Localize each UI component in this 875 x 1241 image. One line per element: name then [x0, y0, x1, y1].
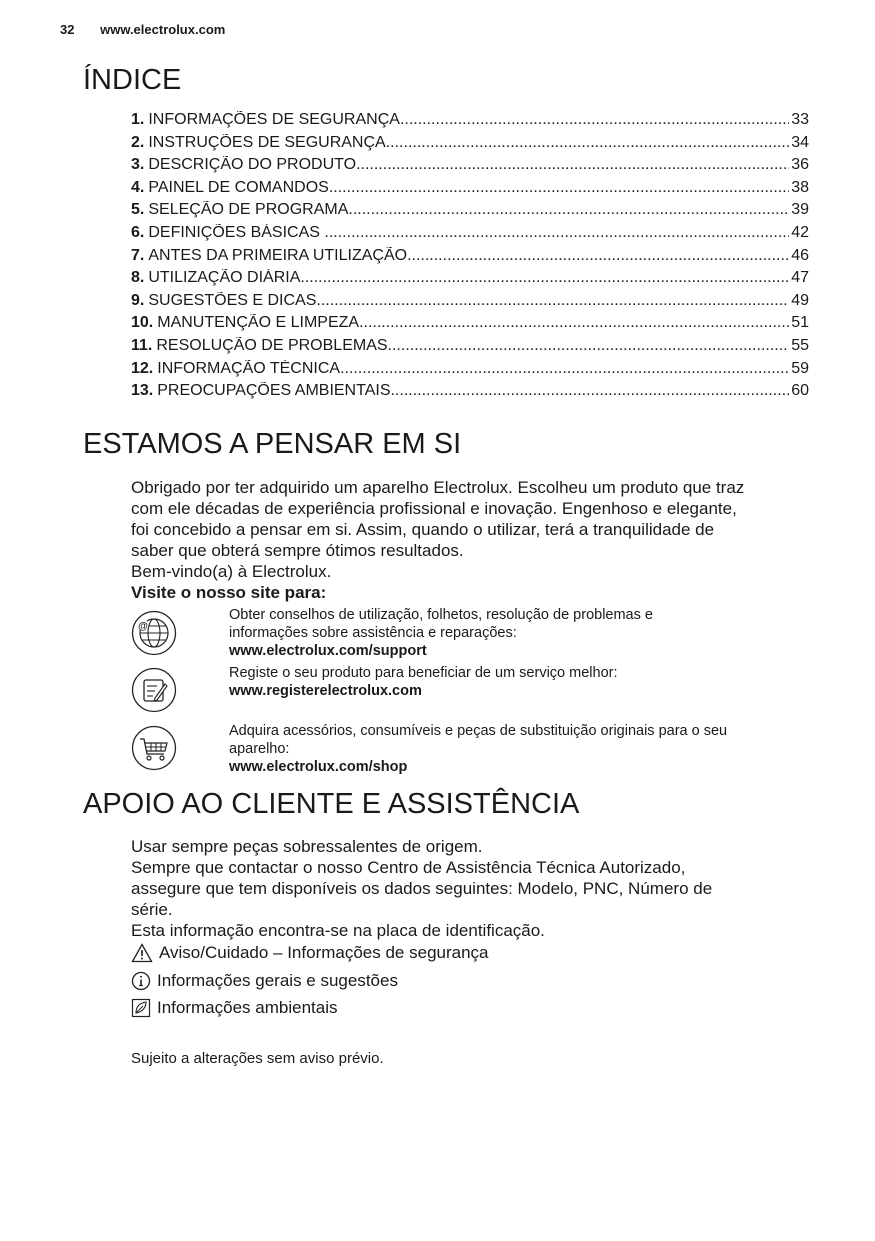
toc-page: 49 [791, 291, 809, 309]
toc-leader [348, 201, 789, 219]
welcome-text: Bem-vindo(a) à Electrolux. [131, 562, 332, 581]
legend-environment: Informações ambientais [131, 998, 337, 1018]
svg-text:@: @ [138, 621, 148, 632]
warning-triangle-icon [131, 943, 153, 963]
page-header [60, 22, 225, 37]
toc-page: 39 [791, 201, 809, 219]
shopping-cart-icon [131, 725, 177, 771]
index-title: ÍNDICE [83, 64, 182, 96]
toc-item[interactable]: 3. DESCRIÇÃO DO PRODUTO ..... 36 [131, 156, 809, 179]
toc-label: SELEÇÃO DE PROGRAMA [148, 201, 349, 219]
toc-label: ANTES DA PRIMEIRA UTILIZAÇÃO [148, 246, 408, 264]
toc-item[interactable]: 6. DEFINIÇÕES BÁSICAS ..... 42 [131, 224, 809, 247]
toc-page: 33 [791, 111, 809, 128]
toc-item[interactable]: 2. INSTRUÇÕES DE SEGURANÇA ..... 34 [131, 134, 809, 157]
change-notice: Sujeito a alterações sem aviso prévio. [131, 1050, 384, 1067]
toc-page: 34 [791, 133, 809, 151]
toc-label: INFORMAÇÃO TÉCNICA [157, 359, 341, 377]
toc-page: 59 [791, 359, 809, 377]
toc-leader [400, 111, 789, 129]
toc-label: PAINEL DE COMANDOS [148, 178, 329, 196]
toc-leader [324, 224, 789, 242]
toc-page: 47 [791, 269, 809, 287]
toc-leader [388, 337, 790, 355]
toc-item[interactable]: 7. ANTES DA PRIMEIRA UTILIZAÇÃO ..... 46 [131, 247, 809, 270]
toc-item[interactable]: 12. INFORMAÇÃO TÉCNICA ..... 59 [131, 360, 809, 383]
support-title: APOIO AO CLIENTE E ASSISTÊNCIA [83, 788, 580, 820]
thinking-title: ESTAMOS A PENSAR EM SI [83, 428, 462, 460]
shop-url-link[interactable]: www.electrolux.com/shop [229, 759, 408, 775]
toc-page: 51 [791, 314, 809, 332]
toc-leader [329, 179, 789, 197]
support-paragraph: Usar sempre peças sobressalentes de origem. Sempre que contactar o nosso Centro de Assistência Técnica Autorizado, assegure que tem disponíveis os dados seguintes: Modelo, PNC, Número de série. Esta informação encontra-se na placa de identificação. [131, 837, 713, 940]
toc-leader [386, 134, 789, 152]
toc-item[interactable]: 5. SELEÇÃO DE PROGRAMA ..... 39 [131, 201, 809, 224]
toc-label: PREOCUPAÇÕES AMBIENTAIS [157, 382, 391, 400]
toc-item[interactable]: 9. SUGESTÕES E DICAS ..... 49 [131, 292, 809, 315]
toc-leader [407, 247, 789, 265]
toc-leader [300, 269, 789, 287]
header-site-url[interactable]: www.electrolux.com [100, 22, 226, 37]
toc-item[interactable]: 13. PREOCUPAÇÕES AMBIENTAIS ..... 60 [131, 382, 809, 405]
toc-label: DEFINIÇÕES BÁSICAS [148, 223, 325, 241]
toc-page: 60 [791, 382, 809, 400]
toc-item[interactable]: 11. RESOLUÇÃO DE PROBLEMAS ..... 55 [131, 337, 809, 360]
toc-page: 55 [791, 336, 809, 354]
environment-leaf-icon [131, 998, 151, 1018]
web-globe-icon [131, 610, 177, 656]
toc-item[interactable]: 10. MANUTENÇÃO E LIMPEZA ..... 51 [131, 314, 809, 337]
toc-page: 36 [791, 156, 809, 174]
legend-info: Informações gerais e sugestões [131, 971, 398, 991]
toc-label: INSTRUÇÕES DE SEGURANÇA [148, 133, 386, 151]
toc-leader [390, 382, 789, 400]
page-number: 32 [60, 22, 75, 37]
toc-label: MANUTENÇÃO E LIMPEZA [157, 314, 360, 332]
toc-label: RESOLUÇÃO DE PROBLEMAS [156, 336, 388, 354]
toc-item[interactable]: 1. INFORMAÇÕES DE SEGURANÇA ..... 33 [131, 111, 809, 134]
toc-label: SUGESTÕES E DICAS [148, 291, 317, 309]
toc-page: 46 [791, 246, 809, 264]
table-of-contents [131, 111, 809, 405]
toc-leader [356, 156, 789, 174]
toc-leader [316, 292, 789, 310]
toc-item[interactable]: 4. PAINEL DE COMANDOS ..... 38 [131, 179, 809, 202]
toc-page: 38 [791, 178, 809, 196]
visit-label: Visite o nosso site para: [131, 583, 327, 602]
support-url-link[interactable]: www.electrolux.com/support [229, 643, 427, 659]
intro-paragraph: Obrigado por ter adquirido um aparelho Electrolux. Escolheu um produto que traz com ele décadas de experiência profissional e inovação. Engenhoso e elegante, foi concebido a pensar em si. Assim, quando o utilizar, terá a tranquilidade de saber que obterá sempre ótimos resultados. Bem-vindo(a) à Electrolux. Visite o nosso site para: [131, 477, 821, 603]
register-form-icon [131, 667, 177, 713]
register-url-link[interactable]: www.registerelectrolux.com [229, 683, 422, 699]
toc-leader [359, 314, 789, 332]
toc-label: INFORMAÇÕES DE SEGURANÇA [148, 111, 400, 128]
legend-warning: Aviso/Cuidado – Informações de segurança [131, 943, 489, 963]
toc-item[interactable]: 8. UTILIZAÇÃO DIÁRIA ..... 47 [131, 269, 809, 292]
toc-page: 42 [791, 223, 809, 241]
info-circle-icon [131, 971, 151, 991]
toc-label: UTILIZAÇÃO DIÁRIA [148, 269, 301, 287]
toc-label: DESCRIÇÃO DO PRODUTO [148, 156, 357, 174]
toc-leader [340, 360, 789, 378]
